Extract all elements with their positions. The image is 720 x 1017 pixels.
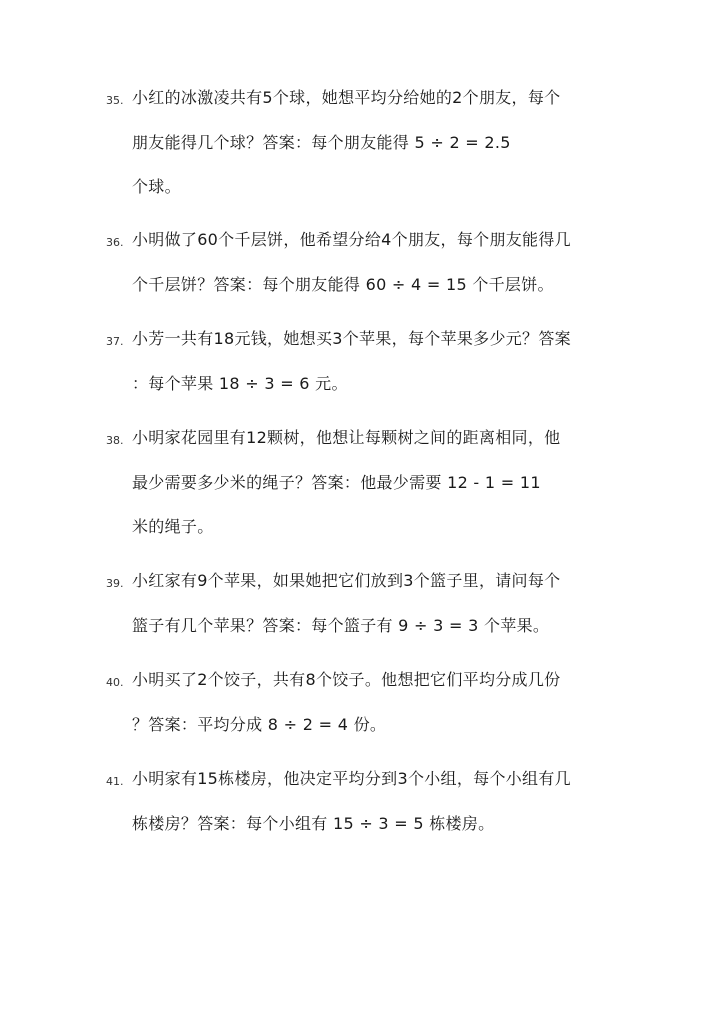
question-text-line: ？答案：平均分成 8 ÷ 2 = 4 份。	[132, 715, 387, 734]
question-number: 40.	[106, 676, 124, 689]
question-number: 35.	[106, 94, 124, 107]
question-text-line: 篮子有几个苹果？答案：每个篮子有 9 ÷ 3 = 3 个苹果。	[132, 616, 550, 635]
question-text-line: 小明做了60个千层饼，他希望分给4个朋友，每个朋友能得几	[132, 230, 571, 249]
question-text-line: 个千层饼？答案：每个朋友能得 60 ÷ 4 = 15 个千层饼。	[132, 275, 554, 294]
question-text-line: 个球。	[132, 177, 181, 196]
question-text-line: 米的绳子。	[132, 517, 214, 536]
question-text-line: 小红的冰激凌共有5个球，她想平均分给她的2个朋友，每个	[132, 88, 561, 107]
question-text-line: 小红家有9个苹果，如果她把它们放到3个篮子里，请问每个	[132, 571, 561, 590]
question-text-line: 朋友能得几个球？答案：每个朋友能得 5 ÷ 2 = 2.5	[132, 133, 511, 152]
question-text-line: ：每个苹果 18 ÷ 3 = 6 元。	[132, 374, 348, 393]
question-text-line: 小芳一共有18元钱，她想买3个苹果，每个苹果多少元？答案	[132, 329, 571, 348]
question-text-line: 最少需要多少米的绳子？答案：他最少需要 12 - 1 = 11	[132, 473, 541, 492]
question-number: 39.	[106, 577, 124, 590]
question-text-line: 小明买了2个饺子，共有8个饺子。他想把它们平均分成几份	[132, 670, 561, 689]
question-number: 36.	[106, 236, 124, 249]
question-text-line: 小明家花园里有12颗树，他想让每颗树之间的距离相同，他	[132, 428, 561, 447]
question-number: 37.	[106, 335, 124, 348]
question-number: 41.	[106, 775, 124, 788]
question-text-line: 小明家有15栋楼房，他决定平均分到3个小组，每个小组有几	[132, 769, 571, 788]
question-text-line: 栋楼房？答案：每个小组有 15 ÷ 3 = 5 栋楼房。	[132, 814, 495, 833]
question-number: 38.	[106, 434, 124, 447]
